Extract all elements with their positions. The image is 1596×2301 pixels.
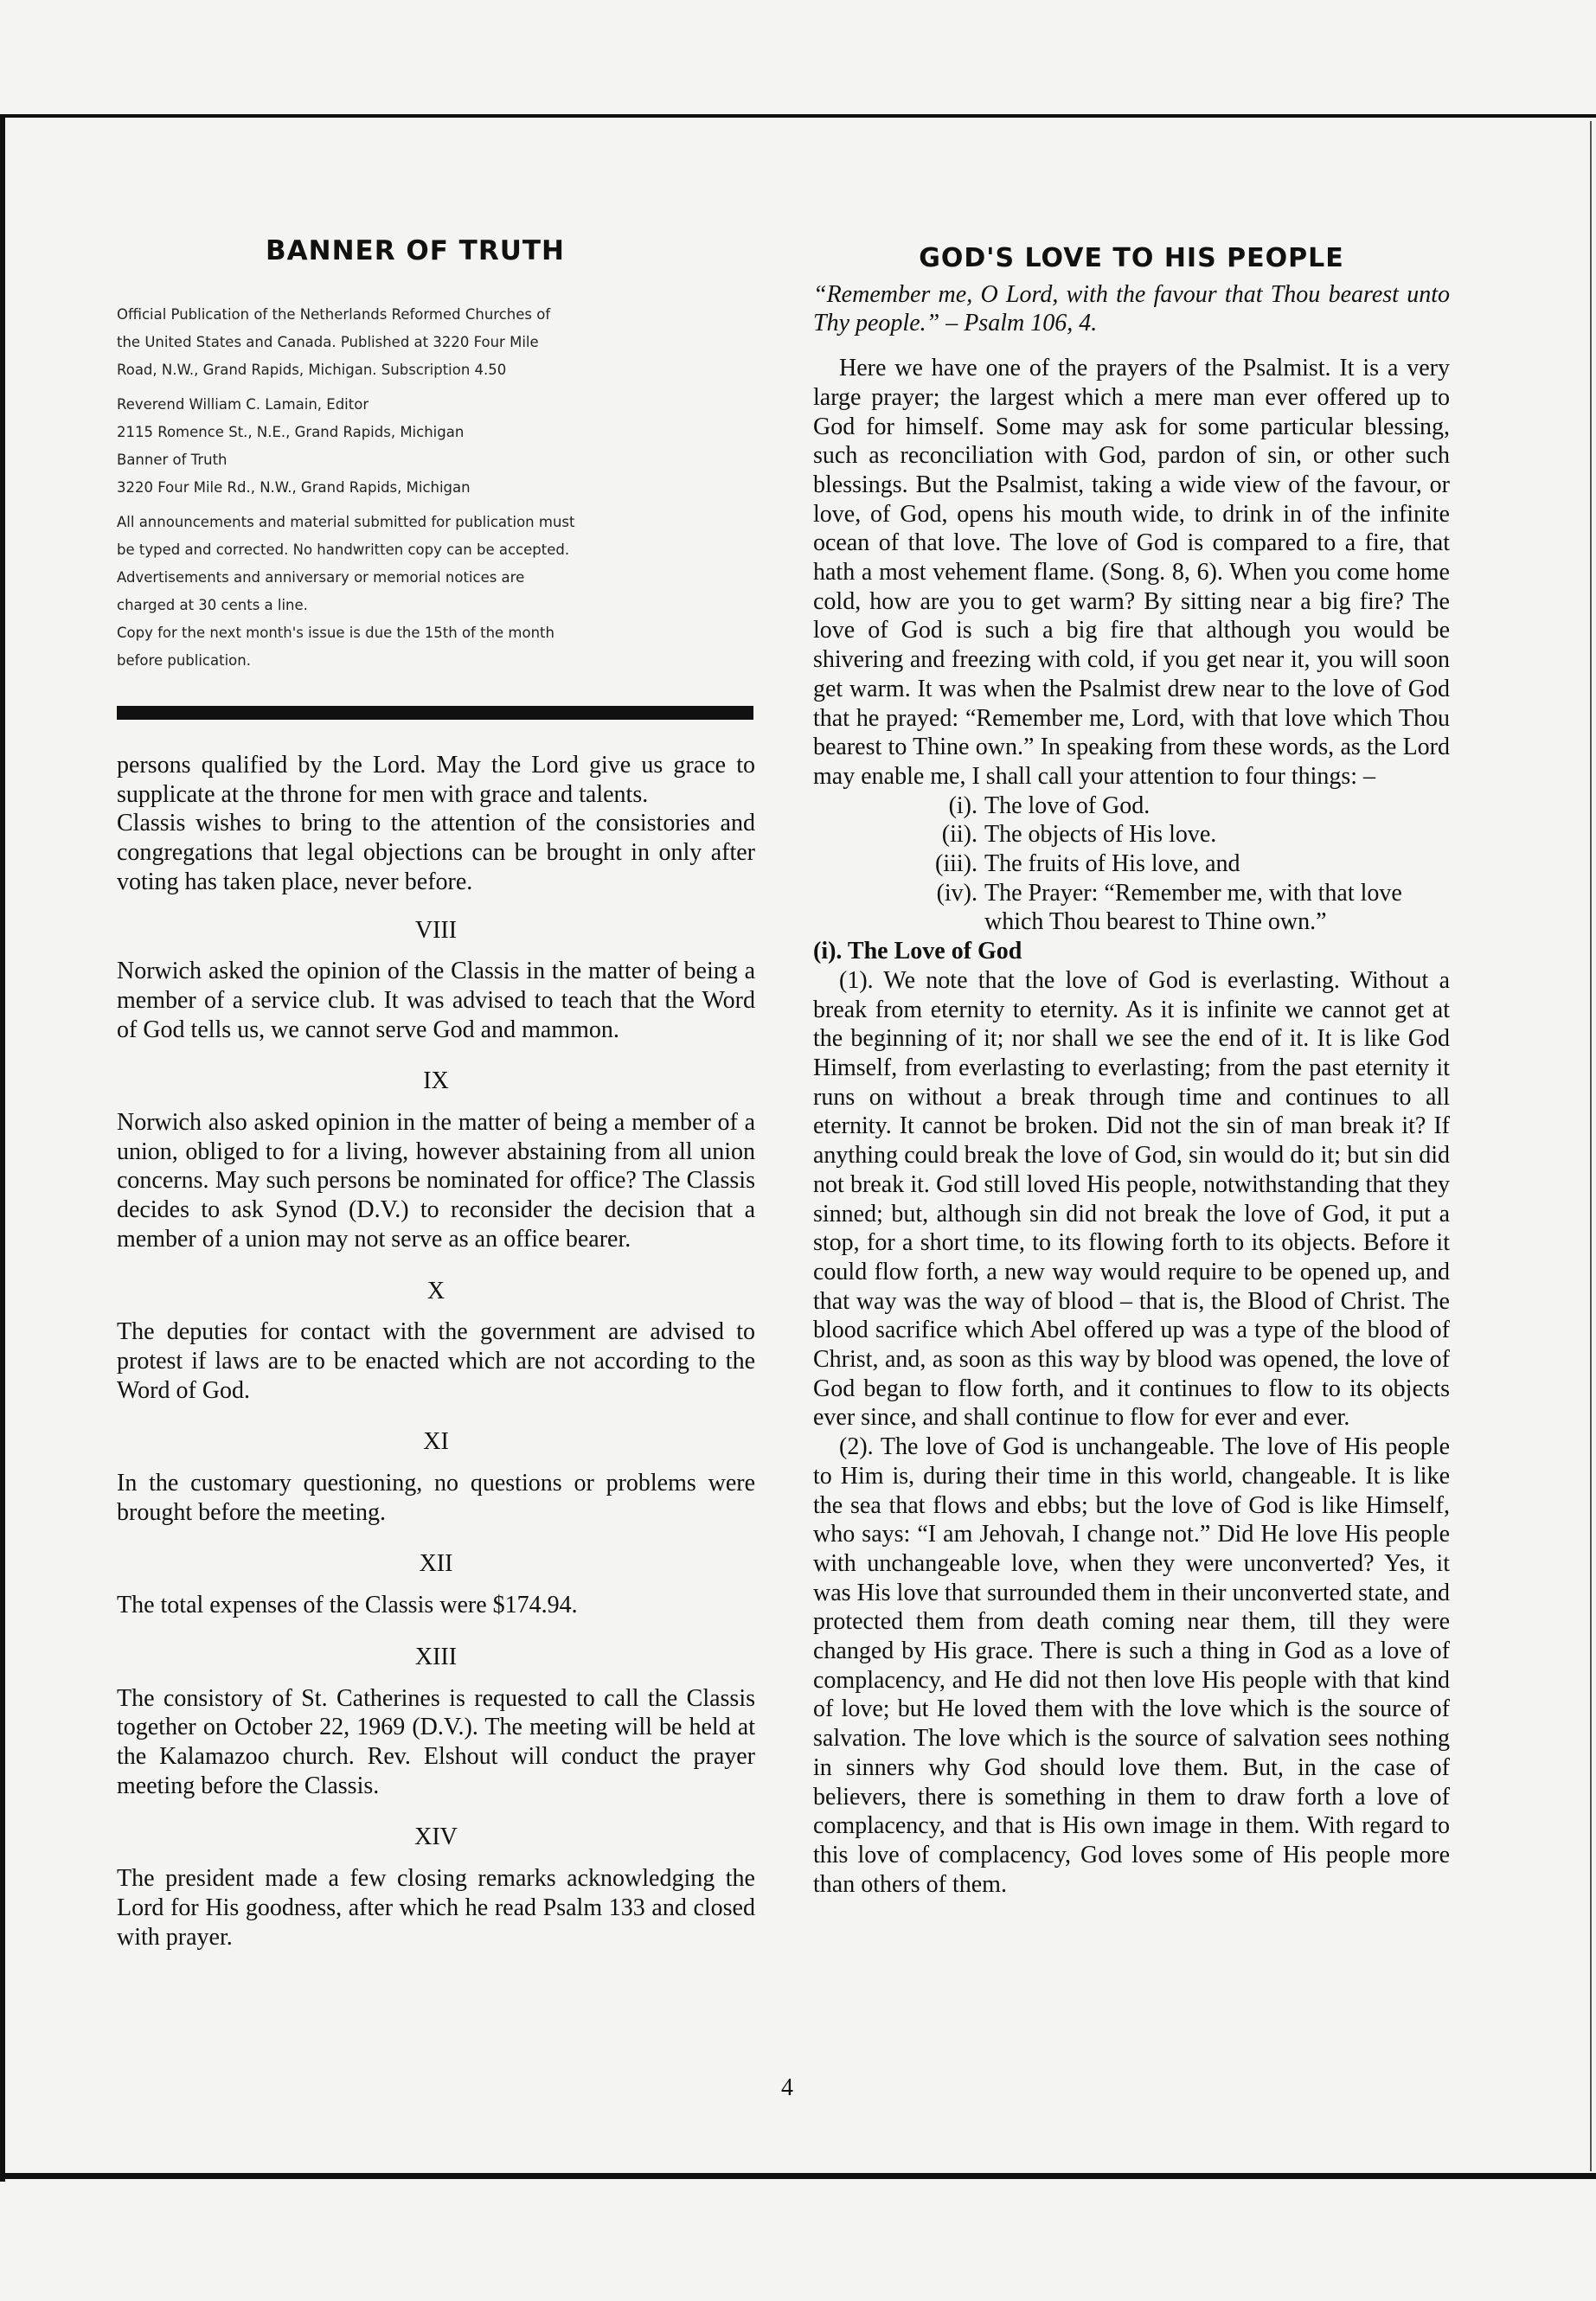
editor-address: 2115 Romence St., N.E., Grand Rapids, Michigan: [117, 424, 465, 440]
notice-line: charged at 30 cents a line.: [117, 597, 308, 613]
editor-info: [117, 391, 714, 502]
left-column: [117, 751, 755, 1952]
editor-publication: Banner of Truth: [117, 452, 228, 468]
masthead: [117, 235, 714, 682]
bottom-rule: [0, 2173, 1596, 2179]
list-number: (i).: [948, 792, 977, 819]
publication-line: Road, N.W., Grand Rapids, Michigan. Subscription 4.50: [117, 362, 507, 378]
section-numeral: X: [426, 1277, 445, 1304]
section-numeral: VIII: [414, 916, 458, 944]
paragraph: Classis wishes to bring to the attention of the consistories and congregations that legal objections can be brought in only after voting has taken place, never before.: [117, 810, 755, 895]
notice-line: All announcements and material submitted for publication must: [117, 514, 575, 530]
notice-line: Copy for the next month's issue is due the 15th of the month: [117, 625, 554, 641]
list-text: The objects of His love.: [984, 821, 1217, 849]
left-edge: [0, 114, 5, 2182]
section-numeral: XIV: [414, 1823, 458, 1851]
publication-line: the United States and Canada. Published at 3220 Four Mile: [117, 334, 539, 350]
section-heading: (i). The Love of God: [813, 938, 1022, 965]
paragraph: persons qualified by the Lord. May the Lord give us grace to supplicate at the throne for men with grace and talents.: [117, 752, 755, 808]
section-text: The total expenses of the Classis were $174.94.: [117, 1592, 578, 1619]
section-text: Norwich also asked opinion in the matter of being a member of a union, obliged to for a living, however abstaining from all union concerns. May such persons be nominated for office? The Classis decides to ask Synod (D.V.) to reconsider the decision that a member of a union may not serve as an office bearer.: [117, 1109, 755, 1253]
intro-paragraph: Here we have one of the prayers of the Psalmist. It is a very large prayer; the largest which a mere man ever offered up to God for himself. Some may ask for some particular blessing, such as reconciliation with God, pardon of sin, or other such blessings. But the Psalmist, taking a wide view of the favour, or love, of God, opens his mouth wide, to drink in of the infinite ocean of that love. The love of God is compared to a fire, that hath a most vehement flame. (Song. 8, 6). When you come home cold, how are you to get warm? By sitting near a big fire? The love of God is such a big fire that although you would be shivering and freezing with cold, if you get near it, you will soon get warm. It was when the Psalmist drew near to the love of God that he prayed: “Remember me, Lord, with that love which Thou bearest to Thine own.” In speaking from these words, as the Lord may enable me, I shall call your attention to four things: –: [813, 355, 1450, 790]
notices: [117, 509, 714, 675]
editor-name: Reverend William C. Lamain, Editor: [117, 396, 369, 413]
section-numeral: XIII: [414, 1643, 458, 1670]
right-edge: [1590, 121, 1592, 2171]
list-number: (iii).: [935, 850, 977, 878]
masthead-title: BANNER OF TRUTH: [266, 235, 565, 266]
notice-line: be typed and corrected. No handwritten copy can be accepted.: [117, 542, 570, 558]
masthead-divider: [117, 706, 753, 720]
top-rule: [0, 114, 1596, 118]
list-text: The love of God.: [984, 792, 1151, 819]
publication-line: Official Publication of the Netherlands Reformed Churches of: [117, 306, 551, 323]
list-item: [917, 820, 1450, 849]
list-number: (ii).: [941, 821, 977, 849]
article-title: GOD'S LOVE TO HIS PEOPLE: [919, 243, 1344, 273]
section-text: The consistory of St. Catherines is requested to call the Classis together on October 22, 1969 (D.V.). The meeting will be held at the Kalamazoo church. Rev. Elshout will conduct the prayer meeting before the Classis.: [117, 1684, 755, 1799]
publication-info: [117, 301, 714, 384]
notice-line: before publication.: [117, 652, 251, 669]
section-numeral: XI: [423, 1428, 449, 1456]
page-number: 4: [781, 2074, 793, 2101]
list-text: The Prayer: “Remember me, with that love which Thou bearest to Thine own.”: [984, 879, 1402, 936]
list-item: [917, 879, 1450, 937]
notice-line: Advertisements and anniversary or memorial notices are: [117, 569, 525, 586]
paragraph: (2). The love of God is unchangeable. The love of His people to Him is, during their time in this world, changeable. It is like the sea that flows and ebbs; but the love of God is like Himself, who says: “I am Jehovah, I change not.” Did He love His people with unchangeable love, when they were unconverted? Yes, it was His love that surrounded them in their unconverted state, and protected them from death coming near them, till they were changed by His grace. There is such a thing in God as a love of complacency, and He did not then love His people with that kind of love; but He loved them with the love which is the source of salvation. The love which is the source of salvation sees nothing in sinners why God should love them. But, in the case of believers, there is something in them to draw forth a love of complacency, and that is His own image in them. With regard to this love of complacency, God loves some of His people more than others of them.: [813, 1433, 1450, 1898]
list-text: The fruits of His love, and: [984, 850, 1240, 878]
list-item: [917, 792, 1450, 821]
section-text: The president made a few closing remarks acknowledging the Lord for His goodness, after which he read Psalm 133 and closed with prayer.: [117, 1865, 755, 1951]
section-text: Norwich asked the opinion of the Classis in the matter of being a member of a service club. It was advised to teach that the Word of God tells us, we cannot serve God and mammon.: [117, 958, 755, 1043]
section-numeral: XII: [419, 1550, 453, 1578]
points-list: [813, 792, 1450, 938]
section-numeral: IX: [423, 1067, 449, 1095]
publication-address: 3220 Four Mile Rd., N.W., Grand Rapids, Michigan: [117, 479, 471, 496]
list-number: (iv).: [936, 879, 977, 907]
section-text: In the customary questioning, no questions or problems were brought before the meeting.: [117, 1470, 755, 1526]
paragraph: (1). We note that the love of God is everlasting. Without a break from eternity to eternity. As it is infinite we cannot get at the beginning of it; nor shall we see the end of it. It is like God Himself, from everlasting to everlasting; from the past eternity it runs on without a break through time and continues to all eternity. It cannot be broken. Did not the sin of man break it? If anything could break the love of God, sin would do it; but sin did not break it. God still loved His people, notwithstanding that they sinned; but, although sin did not break the love of God, it put a stop, for a short time, to its flowing forth to its objects. Before it could flow forth, a new way would require to be opened up, and that way was the way of blood – that is, the Blood of Christ. The blood sacrifice which Abel offered up was a type of the blood of Christ, and, as soon as this way by blood was opened, the love of God began to flow forth, and it continues to flow to its objects ever since, and shall continue to flow for ever and ever.: [813, 966, 1450, 1432]
list-item: [917, 849, 1450, 879]
right-column: [813, 244, 1450, 1899]
section-text: The deputies for contact with the government are advised to protest if laws are to be enacted which are not according to the Word of God.: [117, 1318, 755, 1404]
epigraph: “Remember me, O Lord, with the favour that Thou bearest unto Thy people.” – Psalm 106, 4.: [813, 280, 1450, 337]
